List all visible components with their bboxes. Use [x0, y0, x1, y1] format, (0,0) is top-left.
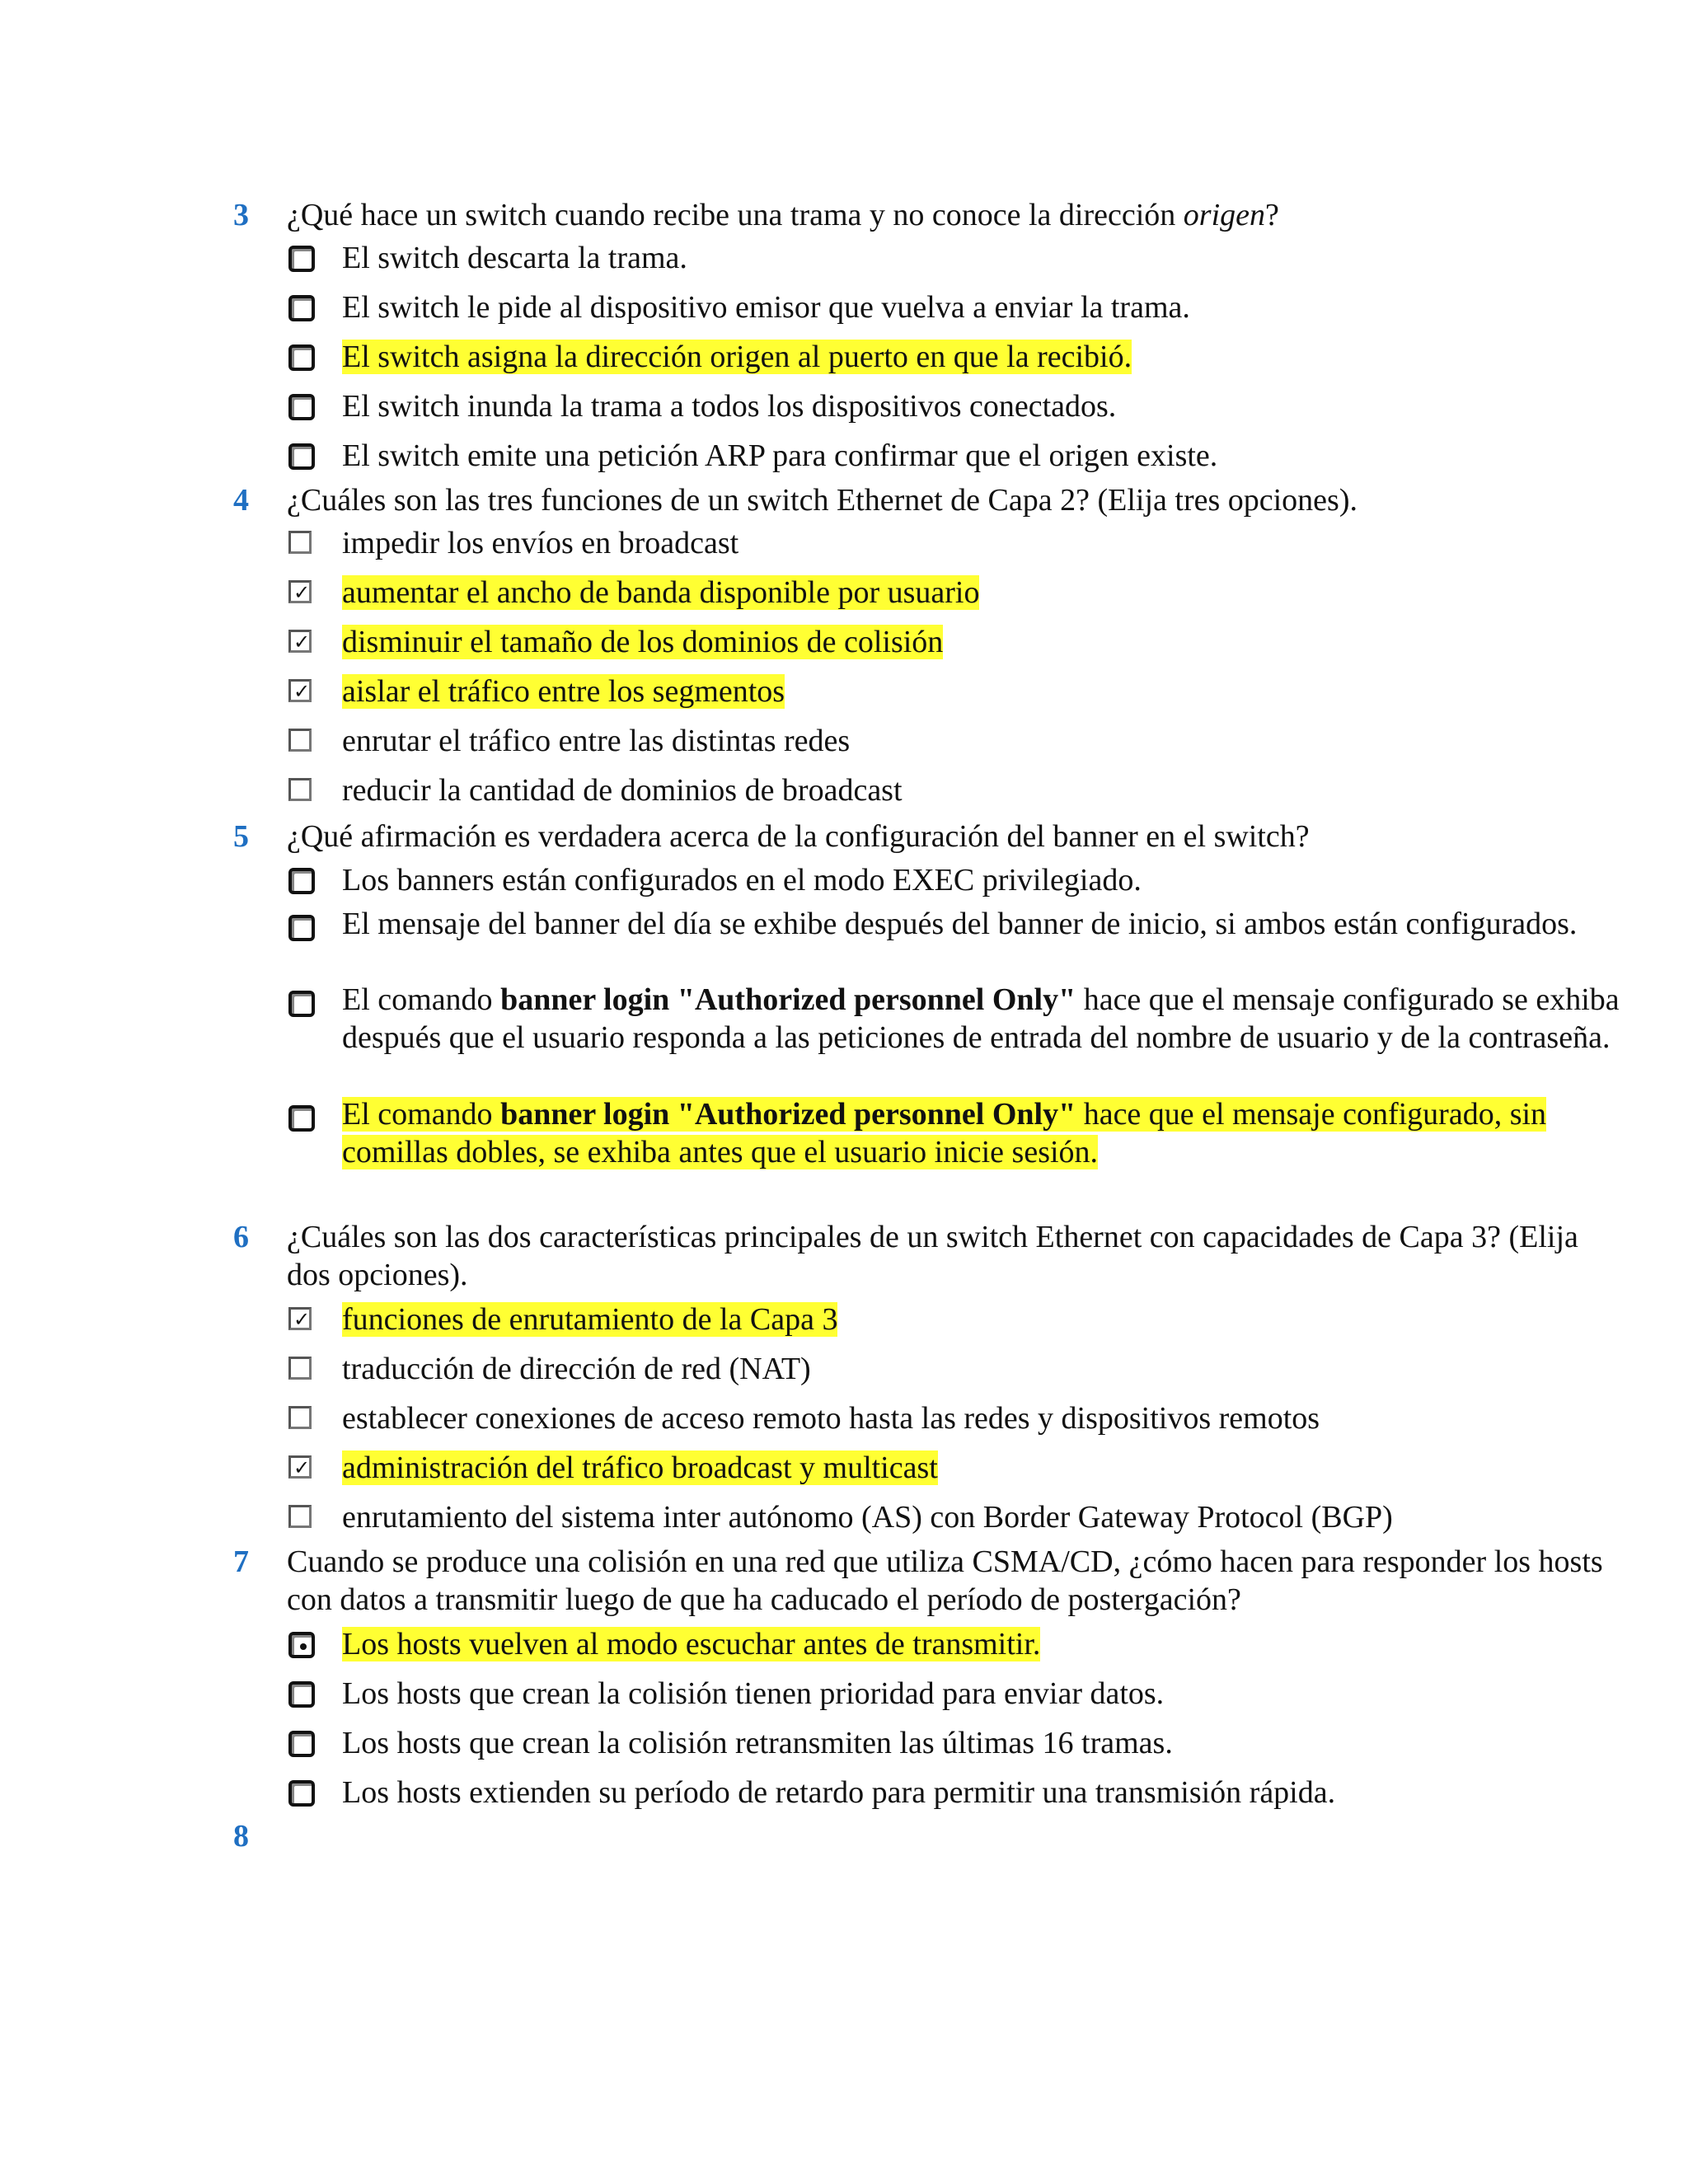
highlighted-answer: Los hosts vuelven al modo escuchar antes de transmitir. [342, 1627, 1041, 1661]
option-text: Los hosts que crean la colisión tienen prioridad para enviar datos. [342, 1676, 1165, 1711]
checkbox-checked[interactable] [288, 1455, 312, 1479]
radio-button[interactable] [288, 1681, 315, 1708]
checkmark-icon: ✓ [293, 1456, 311, 1479]
option-text: impedir los envíos en broadcast [342, 526, 739, 560]
radio-button[interactable] [288, 868, 315, 894]
option-text [342, 673, 1628, 710]
option-text [342, 623, 1628, 661]
radio-button[interactable] [288, 991, 315, 1017]
question-text: ¿Qué afirmación es verdadera acerca de la configuración del banner en el switch? [287, 819, 1310, 854]
radio-button[interactable] [288, 1780, 315, 1807]
checkbox[interactable] [288, 1406, 312, 1429]
option-text: El switch inunda la trama a todos los dispositivos conectados. [342, 389, 1117, 424]
checkmark-icon: ✓ [293, 630, 311, 654]
radio-button[interactable] [288, 295, 315, 321]
highlighted-answer: disminuir el tamaño de los dominios de colisión [342, 625, 944, 659]
option-text: El mensaje del banner del día se exhibe después del banner de inicio, si ambos están configurados. [342, 907, 1578, 941]
option-text [342, 1449, 1628, 1487]
checkbox-checked[interactable] [288, 630, 312, 653]
question-text: ¿Cuáles son las dos características principales de un switch Ethernet con capacidades de Capa 3? (Elija dos opciones). [287, 1220, 1578, 1292]
question-number: 4 [233, 483, 249, 518]
highlighted-answer: aislar el tráfico entre los segmentos [342, 674, 785, 709]
checkbox-checked[interactable] [288, 679, 312, 702]
question-number: 8 [233, 1819, 249, 1854]
checkmark-icon: ✓ [293, 680, 311, 703]
option-text [342, 1301, 1628, 1338]
radio-button[interactable] [288, 344, 315, 371]
checkmark-icon: ✓ [293, 1308, 311, 1331]
option-text: El switch le pide al dispositivo emisor que vuelva a enviar la trama. [342, 290, 1190, 325]
option-text: Los banners están configurados en el modo EXEC privilegiado. [342, 863, 1142, 898]
checkbox[interactable] [288, 778, 312, 801]
option-text [342, 1625, 1628, 1663]
checkbox[interactable] [288, 531, 312, 554]
option-text [342, 1095, 1628, 1171]
question-text: ¿Cuáles son las tres funciones de un switch Ethernet de Capa 2? (Elija tres opciones). [287, 483, 1357, 518]
radio-dot-icon [300, 1643, 307, 1650]
highlighted-answer: El switch asigna la dirección origen al puerto en que la recibió. [342, 340, 1132, 374]
question-text: Cuando se produce una colisión en una red que utiliza CSMA/CD, ¿cómo hacen para responder los hosts con datos a transmitir luego de que ha caducado el período de postergación? [287, 1544, 1603, 1617]
option-text: Los hosts extienden su período de retardo para permitir una transmisión rápida. [342, 1775, 1336, 1810]
radio-button[interactable] [288, 1105, 315, 1132]
radio-button[interactable] [288, 915, 315, 941]
question-text: ¿Qué hace un switch cuando recibe una trama y no conoce la dirección origen? [287, 198, 1279, 232]
highlighted-answer: administración del tráfico broadcast y multicast [342, 1451, 938, 1485]
radio-button[interactable] [288, 443, 315, 470]
radio-button-selected[interactable] [288, 1632, 315, 1658]
option-text: traducción de dirección de red (NAT) [342, 1352, 811, 1386]
checkbox[interactable] [288, 1505, 312, 1528]
radio-button[interactable] [288, 1731, 315, 1757]
question-number: 7 [233, 1544, 249, 1579]
question-number: 5 [233, 819, 249, 854]
checkbox[interactable] [288, 729, 312, 752]
question-number: 6 [233, 1220, 249, 1254]
highlighted-answer: aumentar el ancho de banda disponible por usuario [342, 575, 980, 610]
option-text: El switch descarta la trama. [342, 241, 687, 275]
option-text: establecer conexiones de acceso remoto hasta las redes y dispositivos remotos [342, 1401, 1320, 1436]
option-text [342, 574, 1628, 612]
highlighted-answer: El comando banner login "Authorized personnel Only" hace que el mensaje configurado, sin comillas dobles, se exhiba antes que el usuario inicie sesión. [342, 1097, 1547, 1169]
radio-button[interactable] [288, 394, 315, 420]
checkbox-checked[interactable] [288, 1307, 312, 1330]
option-text: Los hosts que crean la colisión retransmiten las últimas 16 tramas. [342, 1726, 1173, 1760]
option-text: enrutamiento del sistema inter autónomo (AS) con Border Gateway Protocol (BGP) [342, 1500, 1393, 1535]
checkbox[interactable] [288, 1357, 312, 1380]
option-text: reducir la cantidad de dominios de broadcast [342, 773, 903, 808]
highlighted-answer: funciones de enrutamiento de la Capa 3 [342, 1302, 838, 1337]
option-text: El comando banner login "Authorized personnel Only" hace que el mensaje configurado se exhiba después que el usuario responda a las peticiones de entrada del nombre de usuario y de la contraseña. [342, 982, 1620, 1055]
checkmark-icon: ✓ [293, 581, 311, 604]
option-text [342, 338, 1628, 376]
option-text: enrutar el tráfico entre las distintas redes [342, 724, 851, 758]
checkbox-checked[interactable] [288, 580, 312, 603]
question-number: 3 [233, 198, 249, 232]
option-text: El switch emite una petición ARP para confirmar que el origen existe. [342, 438, 1218, 473]
radio-button[interactable] [288, 246, 315, 272]
